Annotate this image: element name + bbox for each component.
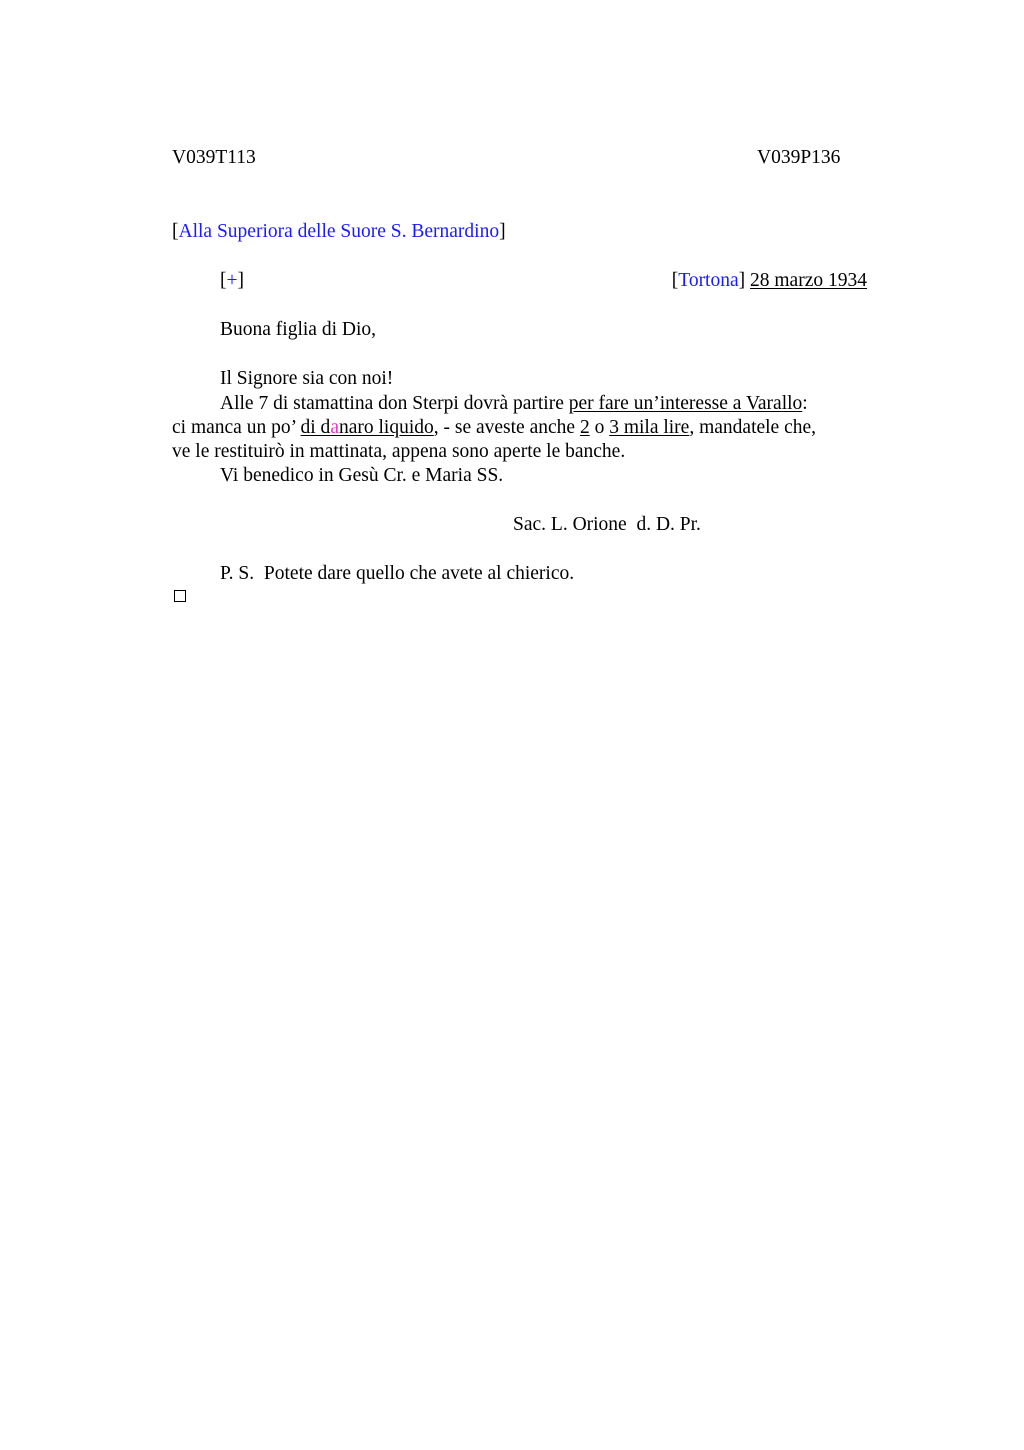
body-line-1 xyxy=(220,392,808,416)
text-run: o xyxy=(589,417,610,438)
bracket-open: [ xyxy=(220,270,227,291)
underlined-text xyxy=(301,417,434,438)
text-run: naro liquido xyxy=(338,417,434,438)
body-line-2 xyxy=(172,416,816,440)
recipient-line xyxy=(172,220,506,244)
text-run: ci manca un po’ xyxy=(172,417,301,438)
dateline xyxy=(672,269,867,293)
place-name: Tortona xyxy=(678,270,739,291)
text-run: , - se aveste anche xyxy=(433,417,580,438)
signature: Sac. L. Orione d. D. Pr. xyxy=(513,514,701,535)
corrected-letter: a xyxy=(330,417,339,438)
bracket-close: ] xyxy=(237,270,244,291)
bracket-close: ] xyxy=(738,270,746,291)
underlined-text: 3 mila lire xyxy=(609,417,690,438)
salutation: Buona figlia di Dio, xyxy=(220,319,376,340)
postscript: P. S. Potete dare quello che avete al chierico. xyxy=(220,563,575,584)
text-run: : xyxy=(802,393,808,414)
bracket-open: [ xyxy=(671,270,679,291)
end-of-document-box-icon xyxy=(174,590,186,602)
document-code-right: V039P136 xyxy=(757,147,841,168)
document-code-left: V039T113 xyxy=(172,147,256,168)
recipient-text: Alla Superiora delle Suore S. Bernardino xyxy=(178,221,500,242)
bracket-open: [ xyxy=(172,221,179,242)
underlined-number: 2 xyxy=(579,417,590,438)
body-line-4: Vi benedico in Gesù Cr. e Maria SS. xyxy=(220,465,504,486)
cross-mark xyxy=(220,269,244,293)
underlined-text: per fare un’interesse a Varallo xyxy=(568,393,803,414)
body-line-3: ve le restituirò in mattinata, appena sono aperte le banche. xyxy=(172,441,626,462)
bracket-close: ] xyxy=(499,221,506,242)
letter-date: 28 marzo 1934 xyxy=(750,270,867,291)
greeting-line: Il Signore sia con noi! xyxy=(220,368,394,389)
cross-symbol: + xyxy=(226,270,238,291)
text-run: di d xyxy=(300,417,331,438)
text-run: Alle 7 di stamattina don Sterpi dovrà partire xyxy=(220,393,569,414)
text-run: , mandatele che, xyxy=(689,417,817,438)
